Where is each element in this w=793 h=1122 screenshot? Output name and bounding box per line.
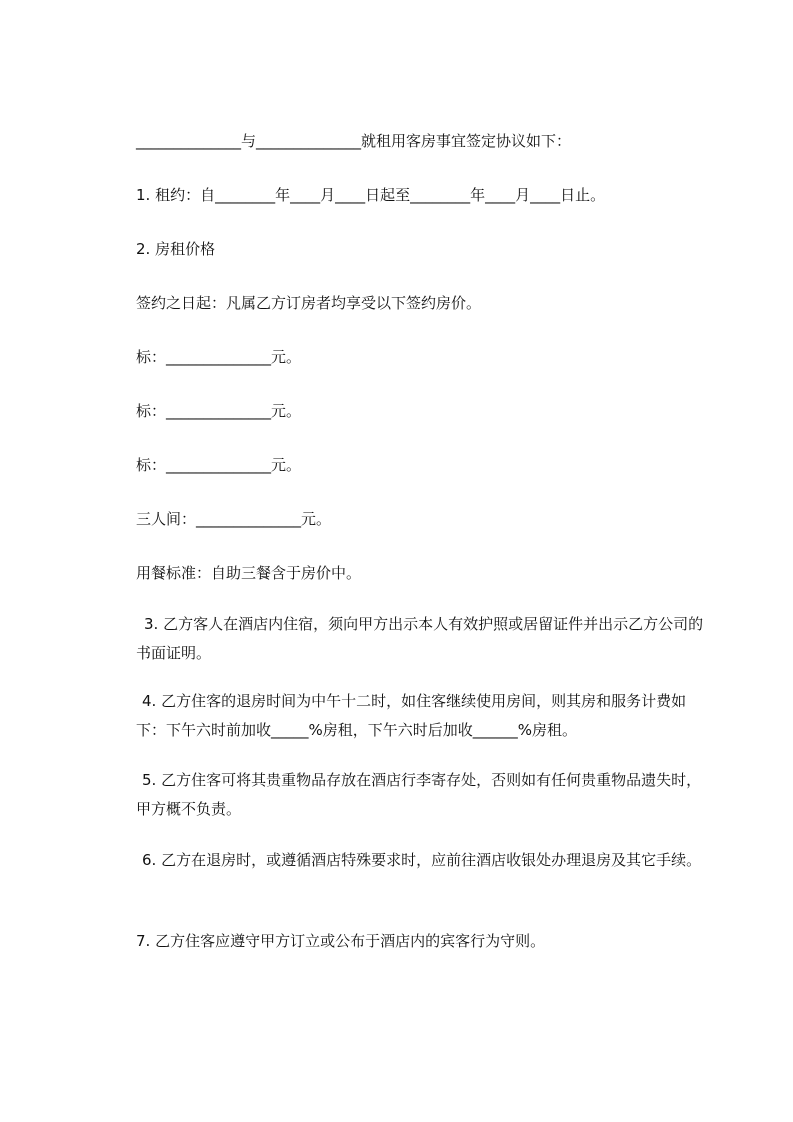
room-rate-line-1: 标：______________元。 xyxy=(136,348,302,366)
clause-3-paragraph xyxy=(136,610,704,668)
room-rate-line-2: 标：______________元。 xyxy=(136,402,302,420)
clause-5-paragraph xyxy=(136,766,704,824)
clause-6-paragraph xyxy=(136,846,704,875)
clause-4-paragraph xyxy=(136,687,704,745)
lease-term-line: 1. 租约：自________年____月____日起至________年____月____日止。 xyxy=(136,186,606,204)
intro-line: ______________与______________就租用客房事宜签定协议如下： xyxy=(136,132,572,150)
room-rate-line-3: 标：______________元。 xyxy=(136,456,302,474)
signing-date-line: 签约之日起：凡属乙方订房者均享受以下签约房价。 xyxy=(136,294,482,312)
meal-standard-line: 用餐标准：自助三餐含于房价中。 xyxy=(136,564,362,582)
clause-6-text: 6. 乙方在退房时，或遵循酒店特殊要求时，应前往酒店收银处办理退房及其它手续。 xyxy=(142,851,702,869)
rent-price-heading: 2. 房租价格 xyxy=(136,240,216,258)
clause-5-text: 5. 乙方住客可将其贵重物品存放在酒店行李寄存处，否则如有任何贵重物品遗失时，甲方概不负责。 xyxy=(136,771,702,818)
clause-4-text: 4. 乙方住客的退房时间为中午十二时，如住客继续使用房间，则其房和服务计费如下：下午六时前加收_____%房租，下午六时后加收______%房租。 xyxy=(136,692,687,739)
triple-room-rate-line: 三人间：______________元。 xyxy=(136,510,332,528)
clause-3-text: 3. 乙方客人在酒店内住宿，须向甲方出示本人有效护照或居留证件并出示乙方公司的书面证明。 xyxy=(136,615,704,662)
clause-7-line: 7. 乙方住客应遵守甲方订立或公布于酒店内的宾客行为守则。 xyxy=(136,932,546,950)
